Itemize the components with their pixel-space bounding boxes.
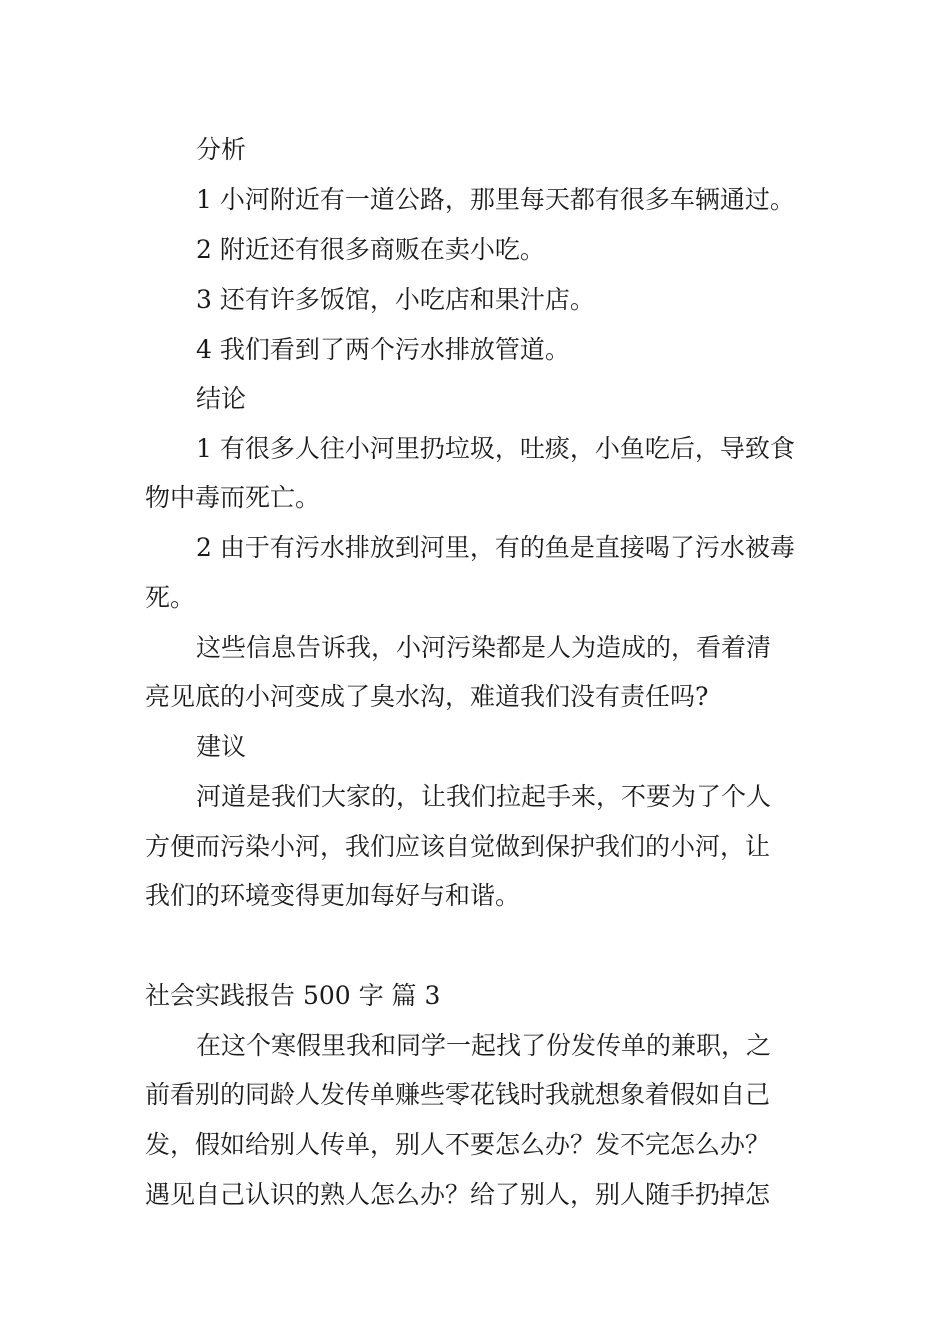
analysis-item-2: 2 附近还有很多商贩在卖小吃。 <box>196 235 545 264</box>
paragraph-line-3: 发，假如给别人传单，别人不要怎么办？发不完怎么办？ <box>145 1130 771 1159</box>
conclusion-2-line-2: 死。 <box>145 583 196 612</box>
analysis-item-3: 3 还有许多饭馆，小吃店和果汁店。 <box>196 285 595 314</box>
section-title: 社会实践报告 500 字 篇 3 <box>145 981 441 1010</box>
paragraph-line-4: 遇见自己认识的熟人怎么办？给了别人，别人随手扔掉怎 <box>145 1180 771 1209</box>
paragraph-line-2: 前看别的同龄人发传单赚些零花钱时我就想象着假如自己 <box>145 1080 771 1109</box>
analysis-item-4: 4 我们看到了两个污水排放管道。 <box>196 335 570 364</box>
reflection-line-1: 这些信息告诉我，小河污染都是人为造成的，看着清 <box>196 633 772 662</box>
reflection-line-2: 亮见底的小河变成了臭水沟，难道我们没有责任吗? <box>145 682 709 711</box>
conclusion-2-line-1: 2 由于有污水排放到河里，有的鱼是直接喝了污水被毒 <box>196 533 795 562</box>
conclusion-heading: 结论 <box>196 384 247 413</box>
suggestion-line-3: 我们的环境变得更加每好与和谐。 <box>145 881 521 910</box>
analysis-heading: 分析 <box>196 135 247 164</box>
suggestion-line-1: 河道是我们大家的，让我们拉起手来，不要为了个人 <box>196 782 772 811</box>
conclusion-1-line-2: 物中毒而死亡。 <box>145 483 321 512</box>
suggestion-heading: 建议 <box>196 732 247 761</box>
suggestion-line-2: 方便而污染小河，我们应该自觉做到保护我们的小河，让 <box>145 832 771 861</box>
analysis-item-1: 1 小河附近有一道公路，那里每天都有很多车辆通过。 <box>196 185 795 214</box>
conclusion-1-line-1: 1 有很多人往小河里扔垃圾，吐痰，小鱼吃后，导致食 <box>196 434 795 463</box>
paragraph-line-1: 在这个寒假里我和同学一起找了份发传单的兼职，之 <box>196 1031 772 1060</box>
